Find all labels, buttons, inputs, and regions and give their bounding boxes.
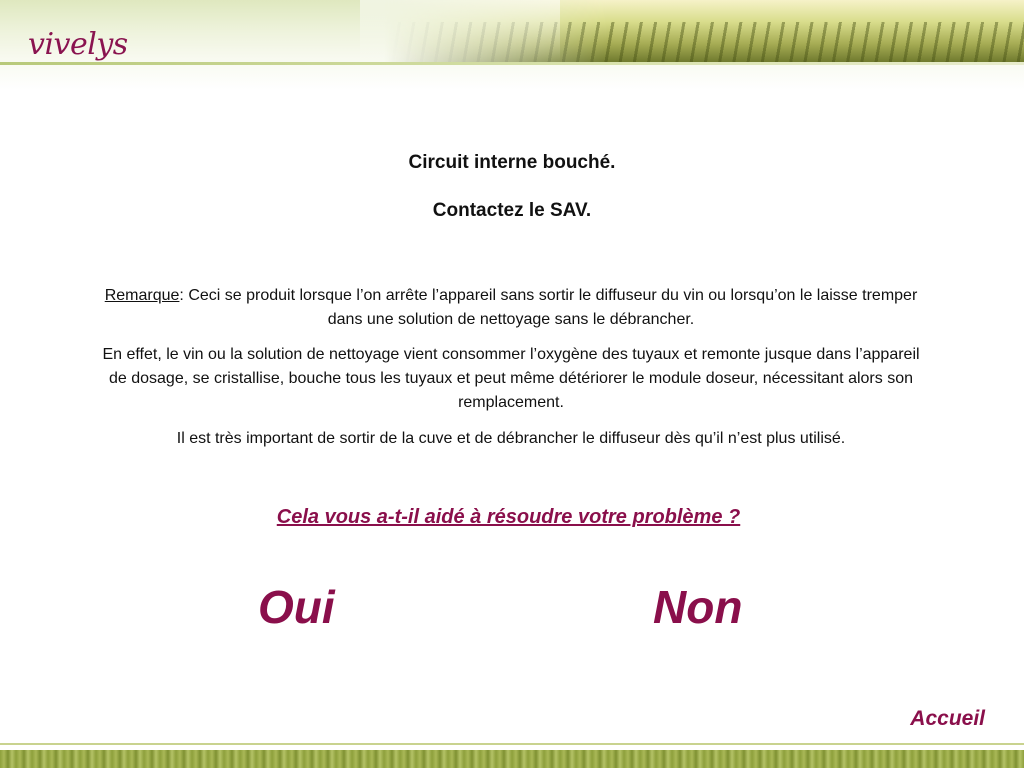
help-question-link[interactable]: Cela vous a-t-il aidé à résoudre votre problème ? xyxy=(276,506,741,528)
message-instruction: Contactez le SAV. xyxy=(432,200,592,221)
footer-divider xyxy=(0,743,1024,745)
header-banner xyxy=(0,0,1024,90)
footer-bar xyxy=(0,750,1024,768)
no-button[interactable]: Non xyxy=(653,581,743,633)
remark-paragraph xyxy=(96,284,926,332)
brand-logo: vivelys xyxy=(28,27,128,62)
banner-highlight xyxy=(360,0,560,62)
explanation-paragraph: En effet, le vin ou la solution de nettoyage vient consommer l’oxygène des tuyaux et remonte jusque dans l’appareil de dosage, se cristallise, bouche tous les tuyaux et peut même détériorer le module doseur, nécessitant alors son remplacement. xyxy=(102,346,920,411)
message-title: Circuit interne bouché. xyxy=(408,152,616,173)
header-divider xyxy=(0,62,1024,65)
yes-button[interactable]: Oui xyxy=(258,581,335,633)
home-link[interactable]: Accueil xyxy=(910,707,985,730)
remark-text: : Ceci se produit lorsque l’on arrête l’appareil sans sortir le diffuseur du vin ou lorsqu’on le laisse tremper dans une solution de nettoyage sans le débrancher. xyxy=(179,287,918,328)
advice-paragraph: Il est très important de sortir de la cuve et de débrancher le diffuseur dès qu’il n’est plus utilisé. xyxy=(176,430,846,447)
remark-label: Remarque xyxy=(104,287,180,304)
